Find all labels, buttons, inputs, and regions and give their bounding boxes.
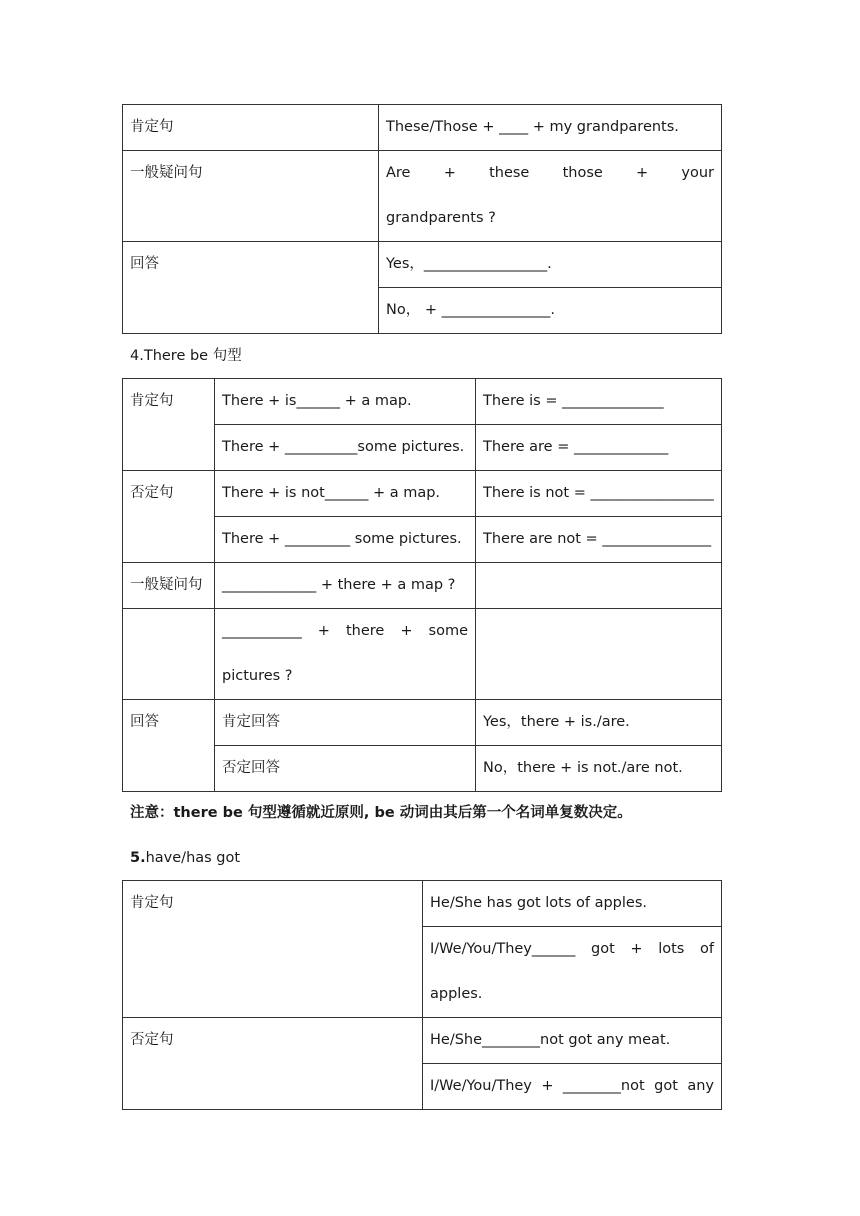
- cell-affirmative-label: 肯定句: [123, 881, 423, 1018]
- cell-there-is-not-contraction: There is not = _________________: [476, 471, 722, 517]
- cell-negative-answer: No，there + is not./are not.: [476, 746, 722, 792]
- cell-affirmative-is: There + is______ + a map.: [215, 379, 476, 425]
- cell-answer-label: 回答: [123, 700, 215, 792]
- section-5-heading: [130, 847, 240, 869]
- there-be-note: 注意：there be 句型遵循就近原则, be 动词由其后第一个名词单复数决定。: [130, 805, 632, 821]
- section-4-heading: 4.There be 句型: [130, 348, 242, 364]
- cell-question-are: [215, 609, 476, 700]
- cell-answer-label: 回答: [123, 242, 379, 334]
- cell-question-are-empty: [476, 609, 722, 700]
- cell-question-is-empty: [476, 563, 722, 609]
- cell-negative-is: There + is not______ + a map.: [215, 471, 476, 517]
- cell-question-label: 一般疑问句: [123, 563, 215, 609]
- cell-negative-label: 否定句: [123, 471, 215, 563]
- cell-negative-label: 否定句: [123, 1018, 423, 1110]
- cell-question-is: _____________ + there + a map ?: [215, 563, 476, 609]
- cell-affirmative-we: [423, 927, 722, 1018]
- cell-affirmative-are: There + __________some pictures.: [215, 425, 476, 471]
- cell-affirmative-label: 肯定句: [123, 379, 215, 471]
- cell-negative-are: There + _________ some pictures.: [215, 517, 476, 563]
- cell-affirmative-label: 肯定句: [123, 105, 379, 151]
- be-verb-table: [122, 104, 722, 334]
- there-be-table: [122, 378, 722, 792]
- cell-negative-he: He/She________not got any meat.: [423, 1018, 722, 1064]
- cell-negative-we: [423, 1064, 722, 1110]
- question-line-2: grandparents ?: [386, 210, 496, 226]
- cell-negative-answer-label: 否定回答: [215, 746, 476, 792]
- question-are-line-2: pictures ?: [222, 668, 293, 684]
- cell-affirmative-content: These/Those + ____ + my grandparents.: [379, 105, 722, 151]
- affirmative-we-line-1: I/We/You/They______ got + lots of: [430, 941, 714, 957]
- question-are-line-1: ___________ + there + some: [222, 623, 468, 639]
- cell-there-is-contraction: There is = ______________: [476, 379, 722, 425]
- have-got-table: [122, 880, 722, 1110]
- section-5-number: 5.: [130, 850, 146, 866]
- section-5-title: have/has got: [145, 850, 241, 866]
- cell-there-are-not-contraction: There are not = _______________: [476, 517, 722, 563]
- cell-answer-no: No， + _______________.: [379, 288, 722, 334]
- cell-question-label: 一般疑问句: [123, 151, 379, 242]
- cell-there-are-contraction: There are = _____________: [476, 425, 722, 471]
- cell-affirmative-he: He/She has got lots of apples.: [423, 881, 722, 927]
- cell-answer-yes: Yes，_________________.: [379, 242, 722, 288]
- cell-question-empty-label: [123, 609, 215, 700]
- cell-question-content: [379, 151, 722, 242]
- question-line-1: Are + these those + your: [386, 165, 714, 181]
- cell-positive-answer: Yes，there + is./are.: [476, 700, 722, 746]
- affirmative-we-line-2: apples.: [430, 986, 483, 1002]
- negative-we-line-1: I/We/You/They + ________not got any: [430, 1078, 714, 1094]
- cell-positive-answer-label: 肯定回答: [215, 700, 476, 746]
